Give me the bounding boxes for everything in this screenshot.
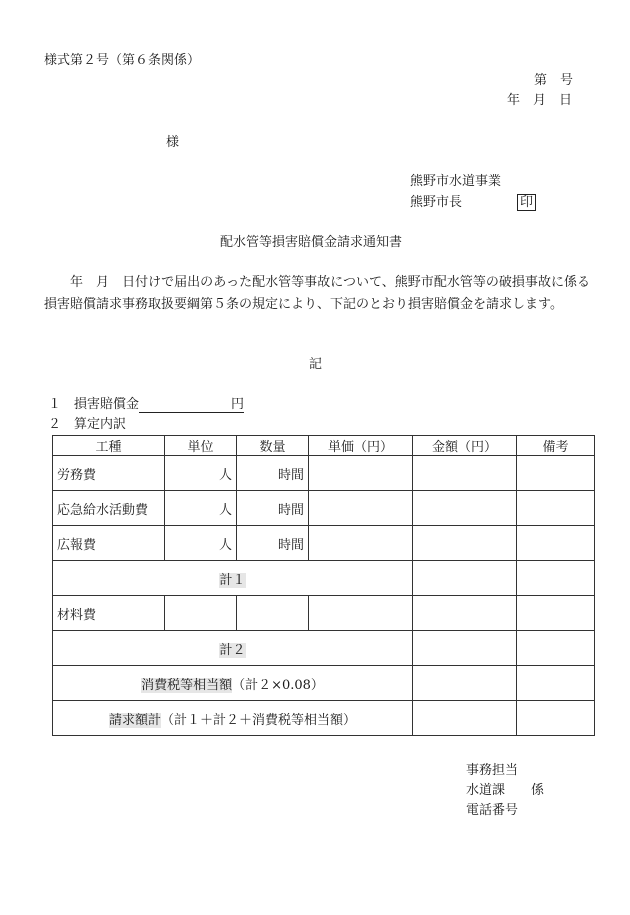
tax-label: 消費税等相当額 <box>141 677 233 693</box>
table-row <box>53 491 595 526</box>
total-label-cell <box>53 701 413 736</box>
total-remarks <box>517 701 595 736</box>
row-unit: 人 <box>165 456 237 491</box>
seal-label: 印 <box>517 194 536 211</box>
addressee: 様 <box>166 135 180 150</box>
tax-formula: （計２×0.08） <box>232 677 324 693</box>
subtotal2-label: 計２ <box>219 642 246 658</box>
tax-remarks <box>517 666 595 701</box>
row-unit-price <box>309 526 413 561</box>
subtotal2-row <box>53 631 595 666</box>
row-name: 広報費 <box>53 526 165 561</box>
body-paragraph: 年 月 日付けで届出のあった配水管等事故について、熊野市配水管等の破損事故に係る損害賠償請求事務取扱要綱第５条の規定により、下記のとおり損害賠償金を請求します。 <box>44 275 590 312</box>
contact-phone-label: 電話番号 <box>466 803 519 818</box>
row-name: 応急給水活動費 <box>53 491 165 526</box>
subtotal2-label-cell <box>53 631 413 666</box>
materials-unit <box>165 596 237 631</box>
row-remarks <box>517 491 595 526</box>
materials-unit-price <box>309 596 413 631</box>
total-label: 請求額計 <box>108 712 161 728</box>
issue-date: 年 月 日 <box>507 93 573 108</box>
table-header-row <box>53 436 595 456</box>
header-unit: 単位 <box>165 436 237 456</box>
damage-amount-label: １ 損害賠償金 <box>48 397 140 412</box>
yen-unit: 円 <box>231 397 245 412</box>
issuer-title: 熊野市長 <box>410 195 463 210</box>
row-unit: 人 <box>165 526 237 561</box>
materials-quantity <box>237 596 309 631</box>
amount-blank <box>139 398 231 413</box>
ki-heading: 記 <box>309 357 323 372</box>
materials-amount <box>413 596 517 631</box>
row-name: 労務費 <box>53 456 165 491</box>
table-row <box>53 526 595 561</box>
subtotal2-remarks <box>517 631 595 666</box>
header-amount: 金額（円） <box>413 436 517 456</box>
subtotal1-remarks <box>517 561 595 596</box>
row-remarks <box>517 526 595 561</box>
document-title: 配水管等損害賠償金請求通知書 <box>220 235 403 250</box>
contact-office: 事務担当 <box>466 763 519 778</box>
row-unit: 人 <box>165 491 237 526</box>
materials-name: 材料費 <box>53 596 165 631</box>
subtotal1-label: 計１ <box>219 572 246 588</box>
breakdown-heading: ２ 算定内訳 <box>48 417 127 432</box>
materials-remarks <box>517 596 595 631</box>
total-row <box>53 701 595 736</box>
contact-department: 水道課 係 <box>466 783 545 798</box>
table-row <box>53 456 595 491</box>
row-quantity: 時間 <box>237 456 309 491</box>
header-unit-price: 単価（円） <box>309 436 413 456</box>
form-number: 様式第２号（第６条関係） <box>44 53 201 68</box>
row-quantity: 時間 <box>237 526 309 561</box>
total-formula: （計１＋計２＋消費税等相当額） <box>161 712 357 728</box>
document-number: 第 号 <box>534 73 574 88</box>
header-remarks: 備考 <box>517 436 595 456</box>
cost-breakdown-table <box>52 435 595 736</box>
header-work-type: 工種 <box>53 436 165 456</box>
seal-mark <box>517 194 536 211</box>
header-quantity: 数量 <box>237 436 309 456</box>
row-unit-price <box>309 456 413 491</box>
tax-label-cell <box>53 666 413 701</box>
subtotal2-amount <box>413 631 517 666</box>
row-unit-price <box>309 491 413 526</box>
subtotal1-label-cell <box>53 561 413 596</box>
materials-row <box>53 596 595 631</box>
total-amount <box>413 701 517 736</box>
row-amount <box>413 456 517 491</box>
row-amount <box>413 526 517 561</box>
subtotal1-amount <box>413 561 517 596</box>
subtotal1-row <box>53 561 595 596</box>
tax-amount <box>413 666 517 701</box>
tax-row <box>53 666 595 701</box>
damage-amount-line <box>48 397 244 413</box>
issuer-organization: 熊野市水道事業 <box>410 174 502 189</box>
row-remarks <box>517 456 595 491</box>
row-quantity: 時間 <box>237 491 309 526</box>
row-amount <box>413 491 517 526</box>
